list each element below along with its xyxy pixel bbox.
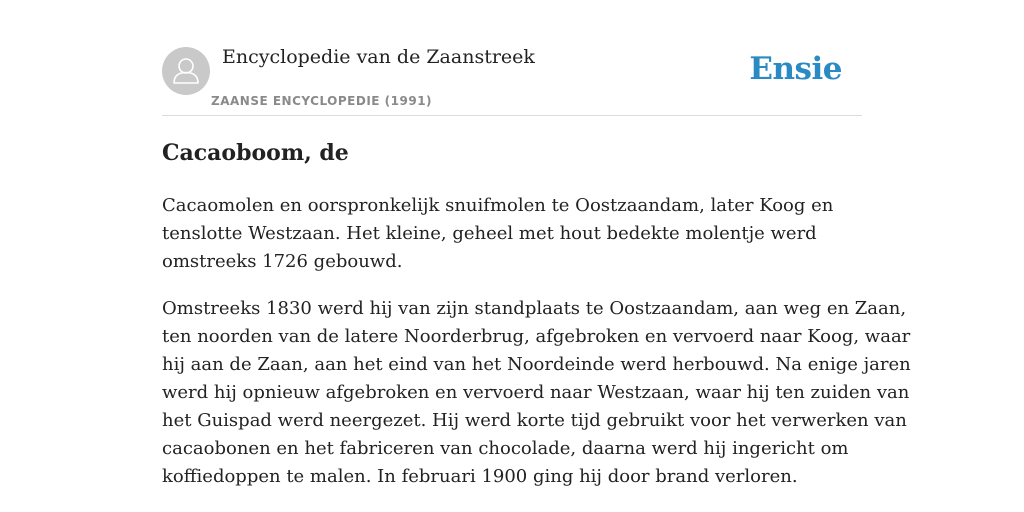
entry-header [162,0,862,116]
paragraph-line: hij aan de Zaan, aan het eind van het Noordeinde werd herbouwd. Na enige jaren [162,354,911,375]
user-icon [162,47,210,95]
source-title[interactable]: Encyclopedie van de Zaanstreek [222,46,535,68]
paragraph-line: werd hij opnieuw afgebroken en vervoerd naar Westzaan, waar hij ten zuiden van [162,382,910,403]
paragraph-line: tenslotte Westzaan. Het kleine, geheel met hout bedekte molentje werd [162,223,817,244]
paragraph-line: ten noorden van de latere Noorderbrug, afgebroken en vervoerd naar Koog, waar [162,326,911,347]
entry-card [162,0,911,512]
source-subtitle[interactable]: ZAANSE ENCYCLOPEDIE (1991) [211,94,433,108]
paragraph-line: koffiedoppen te malen. In februari 1900 ging hij door brand verloren. [162,466,798,487]
paragraph-line: Cacaomolen en oorspronkelijk snuifmolen te Oostzaandam, later Koog en [162,195,834,216]
paragraph-line: omstreeks 1726 gebouwd. [162,251,403,272]
paragraph [162,295,911,491]
paragraph-line: cacaobonen en het fabriceren van chocolade, daarna werd hij ingericht om [162,438,849,459]
page-title: Cacaoboom, de [162,140,349,166]
brand-logo[interactable]: Ensie [749,51,842,87]
paragraph [162,192,862,276]
paragraph-line: Omstreeks 1830 werd hij van zijn standplaats te Oostzaandam, aan weg en Zaan, [162,298,907,319]
avatar[interactable] [162,47,210,95]
paragraph-line: het Guispad werd neergezet. Hij werd korte tijd gebruikt voor het verwerken van [162,410,907,431]
